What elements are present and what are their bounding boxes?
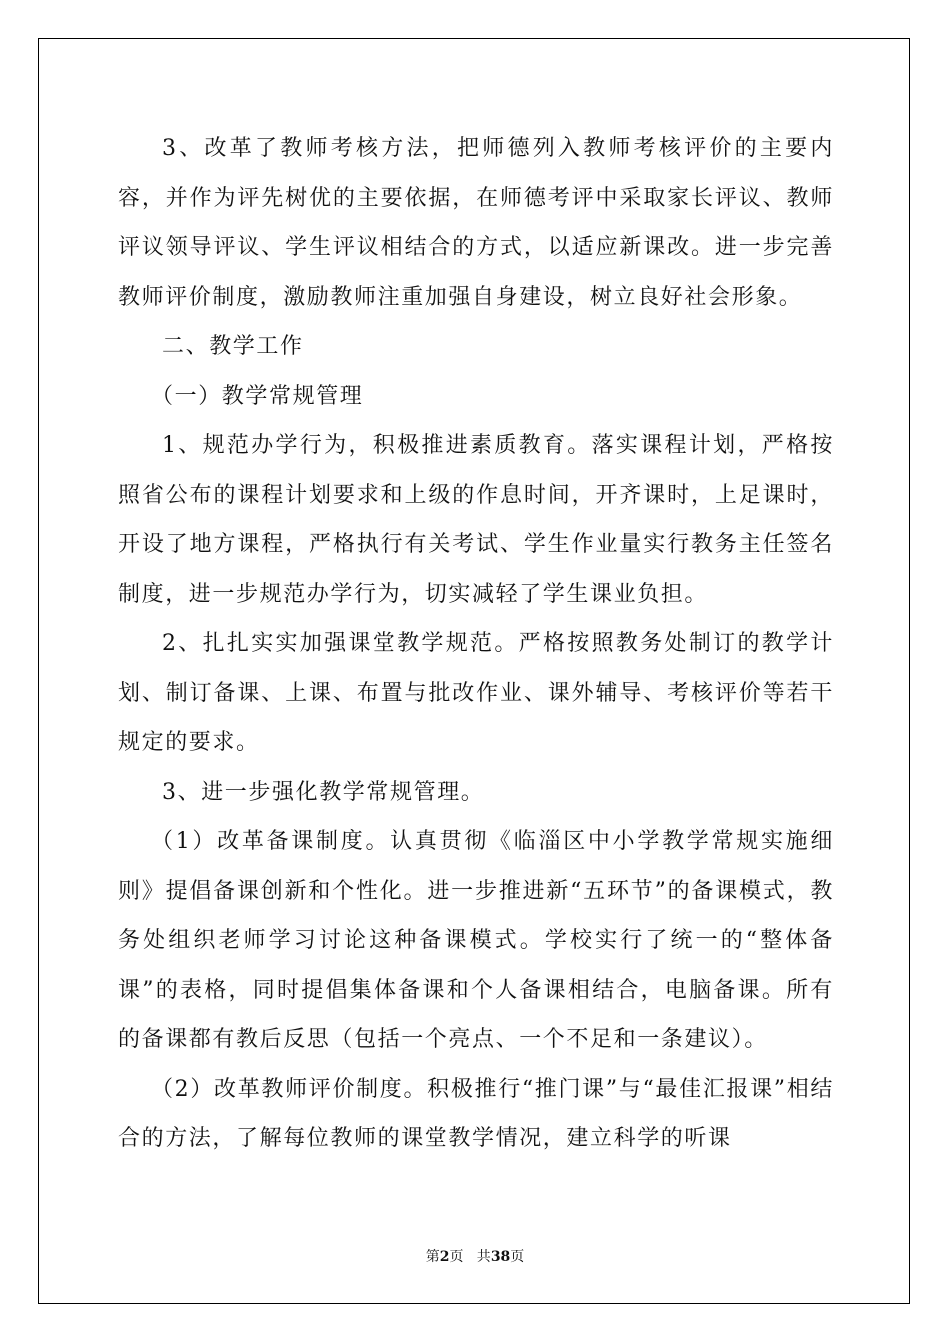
footer-prefix: 第 [425, 1249, 440, 1265]
paragraph-lesson-prep-reform: （1）改革备课制度。认真贯彻《临淄区中小学教学常规实施细则》提倡备课创新和个性化。进一步推进新“五环节”的备课模式，教务处组织老师学习讨论这种备课模式。学校实行了统一的“整体备课”的表格，同时提倡集体备课和个人备课相结合，电脑备课。所有的备课都有教后反思（包括一个亮点、一个不足和一条建议）。 [118, 829, 834, 1052]
paragraph-strengthen-routine: 3、进一步强化教学常规管理。 [162, 779, 485, 805]
paragraph-teacher-assessment: 3、改革了教师考核方法，把师德列入教师考核评价的主要内容，并作为评先树优的主要依据，在师德考评中采取家长评议、教师评议领导评议、学生评议相结合的方式，以适应新课改。进一步完善教师评价制度，激励教师注重加强自身建设，树立良好社会形象。 [118, 136, 834, 310]
footer-page-number: 2 [439, 1249, 450, 1265]
footer-page-total: 38 [490, 1249, 511, 1265]
paragraph-evaluation-reform: （2）改革教师评价制度。积极推行“推门课”与“最佳汇报课”相结合的方法，了解每位教师的课堂教学情况，建立科学的听课 [118, 1076, 834, 1151]
heading-teaching-work: 二、教学工作 [162, 334, 304, 359]
heading-teaching-routine: （一）教学常规管理 [151, 383, 364, 409]
document-body [118, 124, 834, 1164]
paragraph-classroom-standards: 2、扎扎实实加强课堂教学规范。严格按照教务处制订的教学计划、制订备课、上课、布置与批改作业、课外辅导、考核评价等若干规定的要求。 [118, 631, 834, 755]
footer-mid: 页 共 [449, 1249, 491, 1265]
paragraph-standardize-schooling: 1、规范办学行为，积极推进素质教育。落实课程计划，严格按照省公布的课程计划要求和上级的作息时间，开齐课时，上足课时，开设了地方课程，严格执行有关考试、学生作业量实行教务主任签名制度，进一步规范办学行为，切实减轻了学生课业负担。 [118, 433, 834, 607]
footer-suffix: 页 [510, 1249, 525, 1265]
page-footer [0, 1246, 950, 1266]
